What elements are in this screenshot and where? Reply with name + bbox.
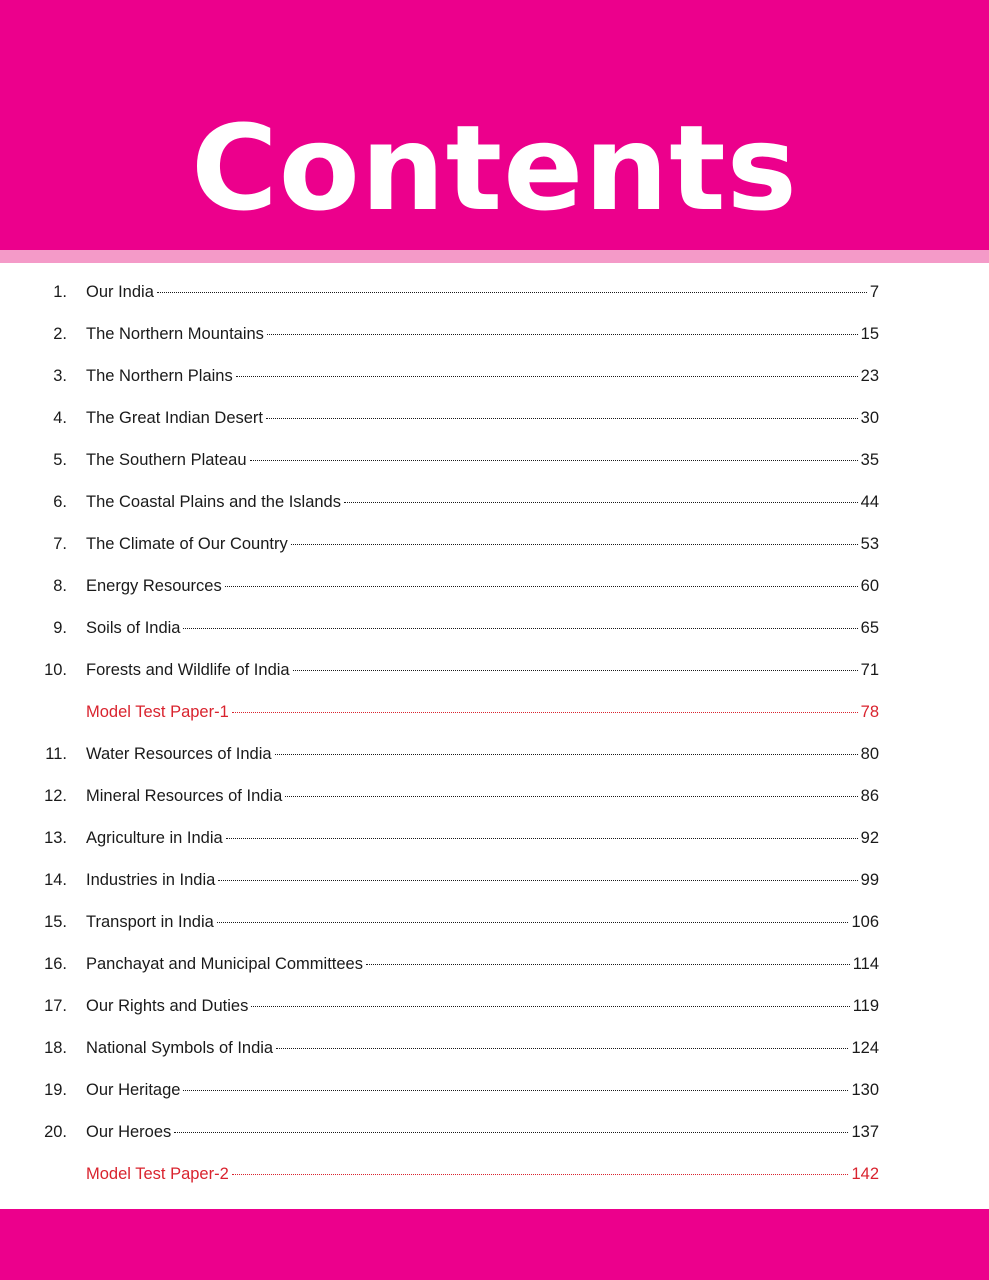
dot-leader bbox=[291, 544, 858, 545]
toc-row-3[interactable] bbox=[0, 355, 989, 397]
toc-title: The Great Indian Desert bbox=[86, 408, 264, 427]
toc-row-8[interactable] bbox=[0, 565, 989, 607]
toc-number: 5. bbox=[53, 450, 67, 469]
dot-leader bbox=[275, 754, 858, 755]
toc-number: 6. bbox=[53, 492, 67, 511]
dot-leader bbox=[366, 964, 850, 965]
toc-title: Industries in India bbox=[86, 870, 216, 889]
toc-number: 20. bbox=[44, 1122, 67, 1141]
toc-number: 13. bbox=[44, 828, 67, 847]
toc-row-model-test-paper-1[interactable] bbox=[0, 691, 989, 733]
toc-number: 10. bbox=[44, 660, 67, 679]
toc-row-11[interactable] bbox=[0, 733, 989, 775]
toc-row-16[interactable] bbox=[0, 943, 989, 985]
toc-title: Model Test Paper-2 bbox=[86, 1164, 229, 1183]
toc-title: Transport in India bbox=[86, 912, 214, 931]
toc-page-number: 23 bbox=[860, 366, 879, 385]
toc-title: Panchayat and Municipal Committees bbox=[86, 954, 363, 973]
toc-row-1[interactable] bbox=[0, 271, 989, 313]
toc-page-number: 99 bbox=[860, 870, 879, 889]
header-stripe bbox=[0, 250, 989, 263]
toc-title: Energy Resources bbox=[86, 576, 222, 595]
toc-row-6[interactable] bbox=[0, 481, 989, 523]
toc-page-number: 60 bbox=[860, 576, 879, 595]
dot-leader bbox=[232, 712, 858, 713]
toc-number: 9. bbox=[53, 618, 67, 637]
toc-title: Our India bbox=[86, 282, 154, 301]
toc-title: Model Test Paper-1 bbox=[86, 702, 229, 721]
toc-row-model-test-paper-2[interactable] bbox=[0, 1153, 989, 1195]
dot-leader bbox=[226, 838, 858, 839]
toc-row-12[interactable] bbox=[0, 775, 989, 817]
page-title: Contents bbox=[191, 99, 798, 237]
toc-row-18[interactable] bbox=[0, 1027, 989, 1069]
dot-leader bbox=[293, 670, 858, 671]
toc-page-number: 71 bbox=[860, 660, 879, 679]
toc-page-number: 44 bbox=[860, 492, 879, 511]
toc-title: The Climate of Our Country bbox=[86, 534, 288, 553]
footer-band bbox=[0, 1209, 989, 1280]
toc-title: The Northern Plains bbox=[86, 366, 233, 385]
toc-page-number: 119 bbox=[852, 996, 879, 1015]
toc-page-number: 137 bbox=[851, 1122, 879, 1141]
toc-page-number: 114 bbox=[852, 954, 879, 973]
toc-title: Forests and Wildlife of India bbox=[86, 660, 290, 679]
toc-row-5[interactable] bbox=[0, 439, 989, 481]
toc-title: Our Rights and Duties bbox=[86, 996, 249, 1015]
toc-row-9[interactable] bbox=[0, 607, 989, 649]
dot-leader bbox=[250, 460, 858, 461]
header-band bbox=[0, 0, 989, 250]
table-of-contents bbox=[0, 271, 989, 1195]
toc-row-13[interactable] bbox=[0, 817, 989, 859]
toc-number: 7. bbox=[53, 534, 67, 553]
dot-leader bbox=[251, 1006, 849, 1007]
dot-leader bbox=[267, 334, 858, 335]
toc-title: Agriculture in India bbox=[86, 828, 223, 847]
toc-title: The Northern Mountains bbox=[86, 324, 264, 343]
dot-leader bbox=[344, 502, 858, 503]
toc-page-number: 106 bbox=[851, 912, 879, 931]
toc-title: Our Heritage bbox=[86, 1080, 181, 1099]
toc-number: 16. bbox=[44, 954, 67, 973]
toc-page-number: 15 bbox=[860, 324, 879, 343]
dot-leader bbox=[217, 922, 849, 923]
toc-page-number: 30 bbox=[860, 408, 879, 427]
toc-page-number: 142 bbox=[851, 1164, 879, 1183]
toc-row-17[interactable] bbox=[0, 985, 989, 1027]
toc-title: The Southern Plateau bbox=[86, 450, 247, 469]
toc-row-2[interactable] bbox=[0, 313, 989, 355]
toc-page-number: 80 bbox=[860, 744, 879, 763]
toc-number: 4. bbox=[53, 408, 67, 427]
toc-number: 11. bbox=[45, 744, 67, 763]
toc-number: 8. bbox=[53, 576, 67, 595]
dot-leader bbox=[174, 1132, 848, 1133]
toc-page-number: 130 bbox=[851, 1080, 879, 1099]
toc-number: 14. bbox=[44, 870, 67, 889]
toc-row-14[interactable] bbox=[0, 859, 989, 901]
toc-number: 12. bbox=[44, 786, 67, 805]
toc-row-7[interactable] bbox=[0, 523, 989, 565]
toc-number: 3. bbox=[53, 366, 67, 385]
dot-leader bbox=[157, 292, 867, 293]
toc-row-10[interactable] bbox=[0, 649, 989, 691]
toc-title: Our Heroes bbox=[86, 1122, 172, 1141]
toc-title: Water Resources of India bbox=[86, 744, 272, 763]
toc-title: The Coastal Plains and the Islands bbox=[86, 492, 341, 511]
toc-row-20[interactable] bbox=[0, 1111, 989, 1153]
dot-leader bbox=[218, 880, 857, 881]
toc-number: 18. bbox=[44, 1038, 67, 1057]
toc-row-19[interactable] bbox=[0, 1069, 989, 1111]
toc-page-number: 53 bbox=[860, 534, 879, 553]
dot-leader bbox=[276, 1048, 848, 1049]
dot-leader bbox=[236, 376, 858, 377]
toc-title: National Symbols of India bbox=[86, 1038, 274, 1057]
toc-row-4[interactable] bbox=[0, 397, 989, 439]
toc-page-number: 35 bbox=[860, 450, 879, 469]
toc-page-number: 65 bbox=[860, 618, 879, 637]
toc-page-number: 92 bbox=[860, 828, 879, 847]
dot-leader bbox=[225, 586, 858, 587]
toc-page-number: 86 bbox=[860, 786, 879, 805]
toc-title: Soils of India bbox=[86, 618, 181, 637]
toc-number: 17. bbox=[44, 996, 67, 1015]
toc-page-number: 124 bbox=[851, 1038, 879, 1057]
toc-row-15[interactable] bbox=[0, 901, 989, 943]
toc-number: 1. bbox=[53, 282, 67, 301]
toc-number: 2. bbox=[53, 324, 67, 343]
dot-leader bbox=[266, 418, 858, 419]
toc-number: 19. bbox=[44, 1080, 67, 1099]
dot-leader bbox=[183, 628, 857, 629]
toc-page-number: 7 bbox=[869, 282, 879, 301]
toc-page-number: 78 bbox=[860, 702, 879, 721]
dot-leader bbox=[285, 796, 857, 797]
toc-number: 15. bbox=[44, 912, 67, 931]
toc-title: Mineral Resources of India bbox=[86, 786, 283, 805]
dot-leader bbox=[232, 1174, 849, 1175]
dot-leader bbox=[183, 1090, 848, 1091]
